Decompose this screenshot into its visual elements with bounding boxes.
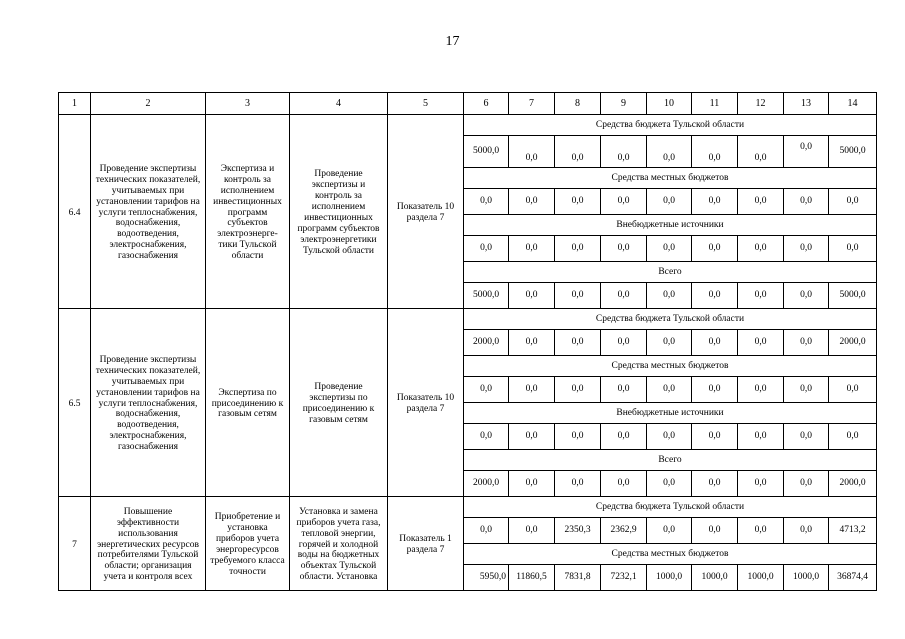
- funding-source-row: [59, 309, 877, 330]
- amount-cell: 0,0: [601, 236, 647, 262]
- amount-cell: 0,0: [647, 136, 692, 168]
- amount-cell: 0,0: [829, 424, 877, 450]
- column-number: 11: [692, 93, 738, 115]
- amount-cell: 0,0: [647, 471, 692, 497]
- amount-cell: 1000,0: [738, 565, 784, 591]
- amount-cell: 0,0: [738, 424, 784, 450]
- funding-source-label: Средства местных бюджетов: [464, 356, 877, 377]
- column-number: 4: [290, 93, 388, 115]
- amount-cell: 0,0: [738, 189, 784, 215]
- amount-cell: 0,0: [784, 189, 829, 215]
- amount-cell: 0,0: [784, 518, 829, 544]
- amount-cell: 0,0: [464, 377, 509, 403]
- amount-cell: 0,0: [692, 424, 738, 450]
- expected-result: Установка и замена приборов учета газа, тепловой энергии, горячей и холодной воды на бюджетных объектах Тульской области. Установка: [290, 497, 388, 591]
- amount-cell: 0,0: [692, 330, 738, 356]
- funding-source-label: Средства местных бюджетов: [464, 544, 877, 565]
- column-number: 7: [509, 93, 555, 115]
- amount-cell: 0,0: [692, 136, 738, 168]
- amount-cell: 0,0: [509, 518, 555, 544]
- amount-cell: 0,0: [829, 377, 877, 403]
- program-table: [58, 92, 877, 591]
- measure-name: Проведение экспертизы технических показателей, учитываемых при установлении тарифов на услуги теплоснабжения, водоснабжения, водоотведения, электроснабжения, газоснабжения: [91, 309, 206, 497]
- funding-source-label: Всего: [464, 262, 877, 283]
- row-number: 7: [59, 497, 91, 591]
- amount-cell: 36874,4: [829, 565, 877, 591]
- amount-cell: 0,0: [692, 471, 738, 497]
- indicator: Показатель 10 раздела 7: [388, 115, 464, 309]
- amount-cell: 0,0: [555, 189, 601, 215]
- amount-cell: 0,0: [784, 471, 829, 497]
- amount-cell: 5000,0: [464, 136, 509, 168]
- amount-cell: 0,0: [647, 424, 692, 450]
- indicator: Показатель 10 раздела 7: [388, 309, 464, 497]
- funding-source-row: [59, 497, 877, 518]
- amount-cell: 0,0: [647, 377, 692, 403]
- amount-cell: 0,0: [555, 424, 601, 450]
- row-number: 6.5: [59, 309, 91, 497]
- indicator: Показатель 1 раздела 7: [388, 497, 464, 591]
- amount-cell: 2362,9: [601, 518, 647, 544]
- amount-cell: 0,0: [692, 377, 738, 403]
- amount-cell: 7831,8: [555, 565, 601, 591]
- amount-cell: 0,0: [738, 330, 784, 356]
- amount-cell: 0,0: [738, 283, 784, 309]
- amount-cell: 0,0: [509, 283, 555, 309]
- amount-cell: 0,0: [784, 424, 829, 450]
- funding-source-label: Средства бюджета Тульской области: [464, 115, 877, 136]
- amount-cell: 5000,0: [829, 283, 877, 309]
- amount-cell: 0,0: [555, 330, 601, 356]
- amount-cell: 0,0: [692, 189, 738, 215]
- amount-cell: 5000,0: [464, 283, 509, 309]
- row-number: 6.4: [59, 115, 91, 309]
- amount-cell: 0,0: [647, 518, 692, 544]
- amount-cell: 0,0: [738, 471, 784, 497]
- column-number: 10: [647, 93, 692, 115]
- column-number: 9: [601, 93, 647, 115]
- amount-cell: 0,0: [784, 236, 829, 262]
- amount-cell: 0,0: [601, 377, 647, 403]
- amount-cell: 0,0: [601, 189, 647, 215]
- amount-cell: 0,0: [738, 377, 784, 403]
- amount-cell: 0,0: [647, 189, 692, 215]
- column-number: 6: [464, 93, 509, 115]
- amount-cell: 0,0: [509, 471, 555, 497]
- expected-result: Проведение экспертизы по присоединению к газовым сетям: [290, 309, 388, 497]
- column-number: 2: [91, 93, 206, 115]
- expected-result: Проведение экспертизы и контроль за исполнением инвестиционных программ субъектов электроэнергетики Тульской области: [290, 115, 388, 309]
- amount-cell: 0,0: [601, 424, 647, 450]
- amount-cell: 0,0: [784, 283, 829, 309]
- column-number: 12: [738, 93, 784, 115]
- amount-cell: 1000,0: [784, 565, 829, 591]
- amount-cell: 5000,0: [829, 136, 877, 168]
- column-number-row: [59, 93, 877, 115]
- amount-cell: 0,0: [555, 236, 601, 262]
- funding-source-label: Всего: [464, 450, 877, 471]
- amount-cell: 0,0: [509, 330, 555, 356]
- amount-cell: 0,0: [601, 471, 647, 497]
- amount-cell: 0,0: [555, 283, 601, 309]
- measure-name: Проведение экспертизы технических показателей, учитываемых при установлении тарифов на услуги теплоснабжения, водоснабжения, водоотведения, электроснабжения, газоснабжения: [91, 115, 206, 309]
- amount-cell: 0,0: [601, 330, 647, 356]
- amount-cell: 0,0: [784, 136, 829, 168]
- amount-cell: 0,0: [738, 518, 784, 544]
- funding-source-label: Средства бюджета Тульской области: [464, 309, 877, 330]
- amount-cell: 0,0: [555, 377, 601, 403]
- amount-cell: 0,0: [509, 189, 555, 215]
- amount-cell: 5950,0: [464, 565, 509, 591]
- amount-cell: 0,0: [829, 236, 877, 262]
- amount-cell: 0,0: [601, 136, 647, 168]
- activity: Экспертиза по присоединению к газовым сетям: [206, 309, 290, 497]
- amount-cell: 0,0: [509, 136, 555, 168]
- funding-source-row: [59, 115, 877, 136]
- column-number: 13: [784, 93, 829, 115]
- activity: Экспертиза и контроль за исполнением инвестиционных программ субъектов электроэнерге-тики Тульской области: [206, 115, 290, 309]
- amount-cell: 0,0: [692, 236, 738, 262]
- amount-cell: 7232,1: [601, 565, 647, 591]
- amount-cell: 0,0: [464, 189, 509, 215]
- amount-cell: 0,0: [555, 136, 601, 168]
- amount-cell: 2350,3: [555, 518, 601, 544]
- amount-cell: 2000,0: [464, 330, 509, 356]
- amount-cell: 1000,0: [692, 565, 738, 591]
- amount-cell: 0,0: [738, 136, 784, 168]
- amount-cell: 0,0: [464, 236, 509, 262]
- funding-source-label: Средства местных бюджетов: [464, 168, 877, 189]
- column-number: 3: [206, 93, 290, 115]
- page-number: 17: [445, 34, 460, 49]
- amount-cell: 2000,0: [464, 471, 509, 497]
- amount-cell: 0,0: [692, 518, 738, 544]
- amount-cell: 0,0: [829, 189, 877, 215]
- column-number: 8: [555, 93, 601, 115]
- amount-cell: 4713,2: [829, 518, 877, 544]
- funding-source-label: Внебюджетные источники: [464, 403, 877, 424]
- amount-cell: 0,0: [555, 471, 601, 497]
- amount-cell: 0,0: [647, 330, 692, 356]
- amount-cell: 0,0: [692, 283, 738, 309]
- amount-cell: 0,0: [738, 236, 784, 262]
- funding-source-label: Внебюджетные источники: [464, 215, 877, 236]
- amount-cell: 0,0: [647, 283, 692, 309]
- amount-cell: 0,0: [601, 283, 647, 309]
- activity: Приобретение и установка приборов учета энергоресурсов требуемого класса точности: [206, 497, 290, 591]
- column-number: 5: [388, 93, 464, 115]
- amount-cell: 2000,0: [829, 471, 877, 497]
- amount-cell: 0,0: [647, 236, 692, 262]
- amount-cell: 0,0: [784, 330, 829, 356]
- funding-source-label: Средства бюджета Тульской области: [464, 497, 877, 518]
- measure-name: Повышение эффективности использования энергетических ресурсов потребителями Тульской области; организация учета и контроля всех: [91, 497, 206, 591]
- column-number: 1: [59, 93, 91, 115]
- amount-cell: 2000,0: [829, 330, 877, 356]
- amount-cell: 1000,0: [647, 565, 692, 591]
- amount-cell: 0,0: [464, 424, 509, 450]
- amount-cell: 0,0: [784, 377, 829, 403]
- amount-cell: 0,0: [509, 236, 555, 262]
- column-number: 14: [829, 93, 877, 115]
- amount-cell: 0,0: [509, 377, 555, 403]
- amount-cell: 11860,5: [509, 565, 555, 591]
- amount-cell: 0,0: [464, 518, 509, 544]
- amount-cell: 0,0: [509, 424, 555, 450]
